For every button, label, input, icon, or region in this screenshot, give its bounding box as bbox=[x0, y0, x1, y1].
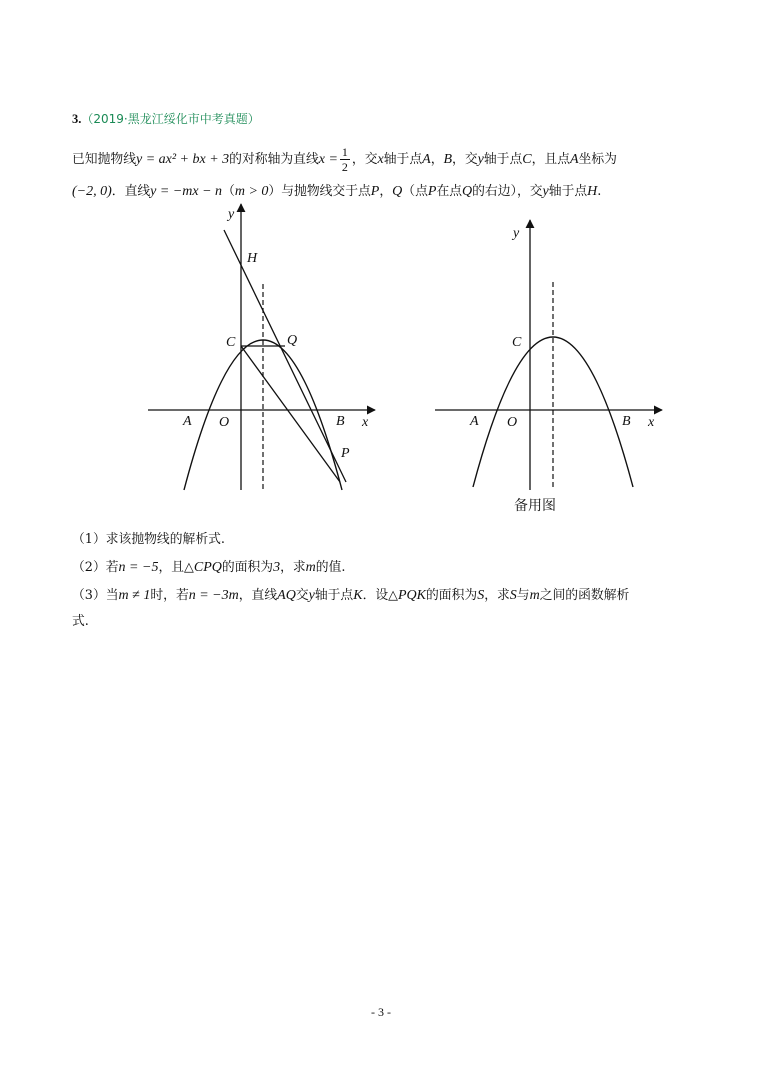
text: 在点 bbox=[436, 184, 463, 199]
label-P: P bbox=[341, 446, 350, 461]
label-C: C bbox=[226, 335, 236, 350]
text: 轴于点 bbox=[483, 152, 523, 167]
text: ，直线 bbox=[238, 588, 278, 603]
text: 之间的函数解析 bbox=[539, 588, 630, 603]
text: ．设△ bbox=[362, 588, 398, 603]
text: ，求 bbox=[280, 560, 306, 575]
label-B: B bbox=[336, 414, 345, 429]
label-y: y bbox=[513, 226, 520, 241]
math: y bbox=[477, 152, 484, 167]
part-2 bbox=[72, 556, 345, 576]
math: PQK bbox=[398, 588, 426, 603]
text: 交 bbox=[295, 588, 309, 603]
math: P bbox=[370, 184, 380, 199]
page-number: - 3 - bbox=[371, 1005, 391, 1019]
label-H: H bbox=[247, 251, 258, 266]
text: ，且点 bbox=[531, 152, 570, 167]
math: Q bbox=[462, 184, 473, 199]
math: S bbox=[509, 588, 517, 603]
fraction-numerator: 1 bbox=[341, 145, 348, 159]
question-header bbox=[72, 110, 260, 127]
math: AQ bbox=[277, 588, 296, 603]
math: m bbox=[305, 560, 316, 575]
label-C: C bbox=[512, 335, 522, 350]
math: Q bbox=[392, 184, 403, 199]
question-number: 3. bbox=[72, 112, 82, 126]
text: ， bbox=[430, 152, 444, 167]
part-3 bbox=[72, 584, 629, 604]
text: 的值. bbox=[315, 560, 346, 575]
math: y bbox=[542, 184, 549, 199]
text: ，求 bbox=[484, 588, 510, 603]
math: n = −5 bbox=[118, 560, 159, 575]
part-3-cont bbox=[72, 610, 89, 629]
line-HP bbox=[224, 230, 346, 482]
math: C bbox=[522, 152, 532, 167]
math: y = ax² + bx + 3 bbox=[135, 152, 230, 167]
text: （3）当 bbox=[72, 588, 119, 603]
figure-caption: 备用图 bbox=[514, 498, 556, 514]
text: 时，若 bbox=[150, 588, 189, 603]
math: S bbox=[477, 588, 485, 603]
text: 的右边），交 bbox=[472, 184, 543, 199]
figure-2 bbox=[425, 215, 675, 520]
math: H bbox=[587, 184, 598, 199]
text: （ bbox=[222, 184, 235, 199]
stem-line-1 bbox=[72, 146, 617, 173]
math: n = −3m bbox=[188, 588, 239, 603]
text: 与 bbox=[516, 588, 530, 603]
text: 的面积为 bbox=[221, 560, 274, 575]
text: （1）求该抛物线的解析式. bbox=[72, 532, 225, 547]
text: ，交 bbox=[351, 152, 378, 167]
math: m > 0 bbox=[234, 184, 269, 199]
text: 式. bbox=[72, 614, 89, 629]
text: ，交 bbox=[452, 152, 478, 167]
label-O: O bbox=[219, 415, 230, 430]
source-open: （ bbox=[81, 112, 94, 126]
math: P bbox=[427, 184, 437, 199]
math: x bbox=[377, 152, 384, 167]
math: A bbox=[422, 152, 431, 167]
label-x: x bbox=[648, 415, 655, 430]
text: （点 bbox=[402, 184, 428, 199]
math: y = −mx − n bbox=[150, 184, 223, 199]
math: y bbox=[308, 588, 315, 603]
text: ，且△ bbox=[158, 560, 194, 575]
text: ， bbox=[379, 184, 393, 199]
text: 轴于点 bbox=[548, 184, 588, 199]
text: 轴于点 bbox=[314, 588, 354, 603]
text: ）与抛物线交于点 bbox=[268, 184, 371, 199]
math: A bbox=[569, 152, 579, 167]
math: m bbox=[529, 588, 540, 603]
math: CPQ bbox=[193, 560, 222, 575]
math: 3 bbox=[273, 560, 281, 575]
label-x: x bbox=[362, 415, 369, 430]
label-B: B bbox=[622, 414, 631, 429]
stem-line-2 bbox=[72, 180, 601, 200]
math: m ≠ 1 bbox=[118, 588, 151, 603]
fraction bbox=[340, 146, 350, 173]
text: 的对称轴为直线 bbox=[229, 152, 319, 167]
math: (−2, 0) bbox=[72, 184, 112, 199]
part-1 bbox=[72, 528, 225, 547]
source-close: ） bbox=[247, 112, 260, 126]
math: K bbox=[353, 588, 363, 603]
text: 的面积为 bbox=[426, 588, 478, 603]
text: 轴于点 bbox=[383, 152, 423, 167]
text: ．直线 bbox=[111, 184, 151, 199]
label-A: A bbox=[183, 414, 192, 429]
label-y: y bbox=[228, 207, 235, 222]
question-source: 2019·黑龙江绥化市中考真题 bbox=[93, 112, 248, 126]
label-Q: Q bbox=[287, 333, 298, 348]
text: 坐标为 bbox=[578, 152, 617, 167]
label-A: A bbox=[470, 414, 479, 429]
text: 已知抛物线 bbox=[72, 152, 136, 167]
text: （2）若 bbox=[72, 560, 119, 575]
text: . bbox=[597, 184, 602, 199]
fraction-denominator: 2 bbox=[341, 160, 348, 174]
math: B bbox=[443, 152, 453, 167]
math: x = bbox=[318, 152, 338, 167]
figure-1 bbox=[140, 198, 390, 498]
label-O: O bbox=[507, 415, 518, 430]
